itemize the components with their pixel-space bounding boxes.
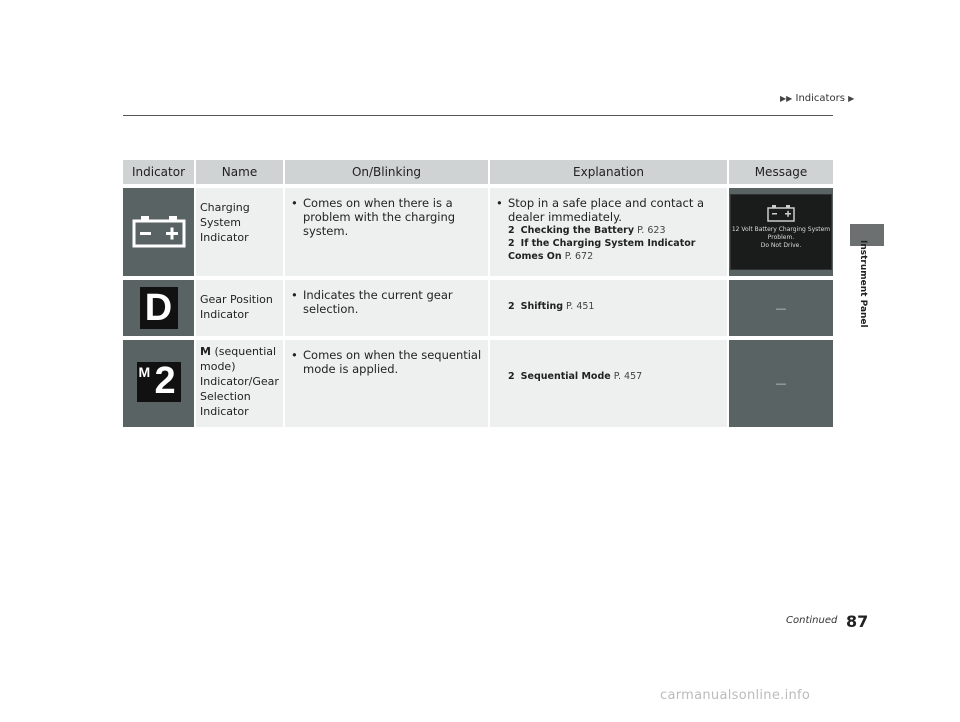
on-blinking-item (285, 188, 488, 244)
reference-link[interactable] (508, 370, 721, 383)
on-blinking-cell (285, 340, 490, 427)
message-cell (729, 188, 833, 276)
indicator-cell (123, 340, 196, 427)
on-blinking-cell (285, 280, 490, 336)
indicator-cell (123, 188, 196, 276)
indicator-cell (123, 280, 196, 336)
breadcrumb (780, 93, 854, 104)
column-header-explanation: Explanation (490, 160, 729, 184)
bullet-icon: • (291, 348, 298, 362)
reference-link[interactable] (508, 237, 721, 263)
on-blinking-text: Comes on when the sequential mode is applied. (303, 348, 482, 376)
explanation-cell (490, 280, 729, 336)
breadcrumb-arrow-icon: ▶ (848, 94, 855, 103)
on-blinking-item (285, 340, 488, 382)
indicator-name: Gear Position Indicator (200, 293, 273, 321)
bullet-icon: • (291, 288, 298, 302)
bullet-icon: • (291, 196, 298, 210)
reference-arrow-icon: 2 (508, 225, 515, 236)
table-row (123, 188, 833, 276)
name-cell (196, 188, 285, 276)
message-line: 12 Volt Battery Charging System (731, 226, 831, 233)
indicator-table (123, 156, 833, 431)
sequential-mode-icon (137, 362, 181, 402)
message-none: — (775, 377, 787, 390)
message-line: Problem. (767, 234, 795, 241)
indicator-name (196, 340, 283, 427)
indicator-name-bold: M (200, 345, 211, 358)
battery-icon (131, 214, 187, 248)
message-display (730, 194, 832, 270)
column-header-message: Message (729, 160, 833, 184)
table-row (123, 340, 833, 427)
reference-arrow-icon: 2 (508, 301, 515, 312)
on-blinking-item (285, 280, 488, 322)
bullet-icon: • (496, 196, 503, 210)
table-header-row (123, 160, 833, 184)
reference-title: If the Charging System Indicator Comes On (508, 238, 696, 262)
reference-page: P. 672 (564, 251, 594, 262)
name-cell (196, 340, 285, 427)
battery-icon (766, 203, 796, 223)
gear-d-icon: D (140, 287, 178, 329)
reference-page: P. 457 (613, 371, 643, 382)
explanation-item (496, 196, 721, 224)
reference-arrow-icon: 2 (508, 238, 515, 249)
reference-title: Sequential Mode (520, 371, 611, 382)
explanation-cell (490, 188, 729, 276)
message-line: Do Not Drive. (760, 242, 802, 249)
message-none: — (775, 301, 787, 315)
explanation-block (490, 280, 727, 319)
on-blinking-cell (285, 188, 490, 276)
explanation-block (490, 188, 727, 269)
breadcrumb-arrow-icon: ▶▶ (780, 94, 793, 103)
page-number: 87 (846, 612, 869, 631)
sequential-mode-letter: M (138, 364, 151, 380)
reference-page: P. 623 (637, 225, 666, 236)
column-header-indicator: Indicator (123, 160, 196, 184)
reference-page: P. 451 (566, 301, 595, 312)
on-blinking-text: Comes on when there is a problem with the charging system. (303, 196, 456, 238)
explanation-cell (490, 340, 729, 427)
explanation-block (490, 340, 727, 389)
watermark: carmanualsonline.info (660, 688, 811, 703)
gear-number: 2 (154, 360, 176, 402)
header-rule (123, 115, 833, 116)
reference-link[interactable] (508, 224, 721, 237)
reference-title: Checking the Battery (520, 225, 635, 236)
explanation-text: Stop in a safe place and contact a dealer immediately. (508, 196, 705, 224)
message-cell (729, 340, 833, 427)
on-blinking-text: Indicates the current gear selection. (303, 288, 453, 316)
reference-arrow-icon: 2 (508, 371, 515, 382)
indicator-name: Charging System Indicator (200, 201, 250, 244)
column-header-name: Name (196, 160, 285, 184)
section-label: Instrument Panel (858, 240, 868, 328)
reference-title: Shifting (520, 301, 564, 312)
indicator-name-rest: (sequential mode) Indicator/Gear Selection Indicator (200, 345, 279, 418)
message-cell (729, 280, 833, 336)
reference-link[interactable] (508, 300, 721, 313)
column-header-on-blinking: On/Blinking (285, 160, 490, 184)
continued-label: Continued (786, 615, 838, 626)
table-row (123, 280, 833, 336)
breadcrumb-label: Indicators (795, 93, 845, 104)
name-cell (196, 280, 285, 336)
